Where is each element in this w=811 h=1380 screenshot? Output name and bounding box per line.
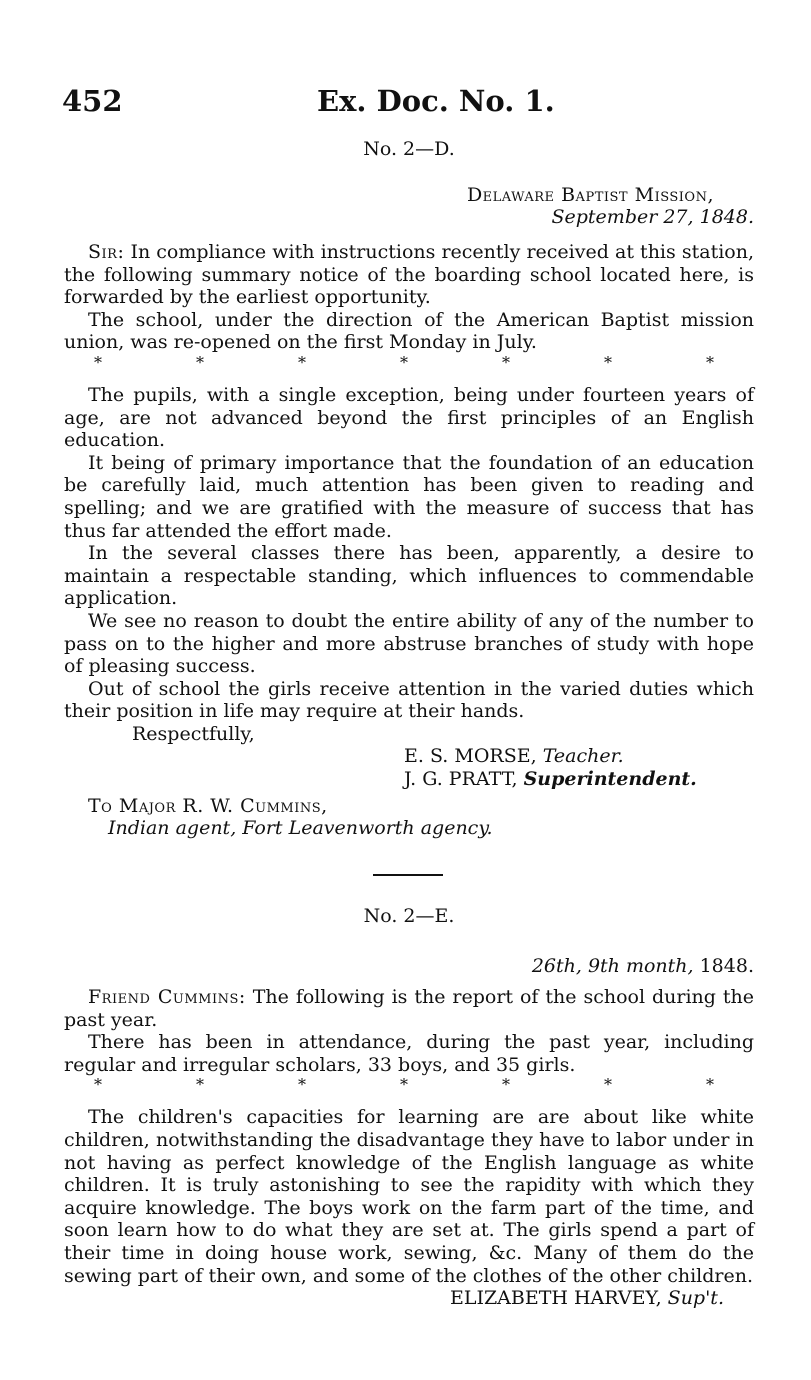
letter-date [64, 206, 754, 229]
page-number: 452 [62, 84, 123, 118]
addressee [64, 795, 754, 818]
addressee-role: Indian agent, Fort Leavenworth agency. [108, 817, 493, 840]
star: * [298, 1075, 306, 1095]
date-year: 1848. [699, 955, 754, 977]
signature [64, 1287, 754, 1310]
star: * [502, 352, 510, 372]
paragraph-6: We see no reason to doubt the entire ability of any of the number to pass on to the higher and more abstruse branches of study with hope of pleasing success. [64, 609, 754, 678]
addressee-text: To Major R. W. Cummins, [88, 794, 328, 817]
signature-1 [64, 745, 754, 768]
paragraph-7: Out of school the girls receive attention in the varied duties which their position in life may require at their hands. [64, 677, 754, 723]
letter-place [64, 184, 754, 207]
ellipsis-stars [64, 1076, 754, 1094]
star: * [604, 1075, 612, 1095]
signature-1-name: E. S. MORSE, [404, 745, 537, 768]
page-header [62, 84, 752, 124]
signature-2 [64, 768, 754, 791]
paragraph-2: The school, under the direction of the American Baptist mission union, was re-opened on the first Monday in July. [64, 308, 754, 354]
date-text: September 27, 1848. [551, 206, 754, 228]
star: * [298, 352, 306, 372]
paragraph-4: It being of primary importance that the foundation of an education be carefully laid, much attention has been given to reading and spelling; and we are gratified with the measure of success that has thus far attended the effort made. [64, 451, 754, 542]
salutation: Friend Cummins: [88, 986, 246, 1008]
signature-name: ELIZABETH HARVEY, [449, 1287, 662, 1310]
paragraph-2: There has been in attendance, during the past year, including regular and irregular scholars, 33 boys, and 35 girls. [64, 1031, 754, 1076]
closing: Respectfully, [132, 722, 255, 745]
letter2-body [64, 986, 754, 1310]
paragraph-1-text: The following is the report of the school during the past year. [64, 986, 754, 1031]
star: * [706, 1075, 714, 1095]
star: * [400, 352, 408, 372]
star: * [706, 352, 714, 372]
mission-name: Delaware Baptist Mission, [466, 184, 714, 206]
paragraph-5: In the several classes there has been, apparently, a desire to maintain a respectable standing, which influences to commendable application. [64, 542, 754, 610]
star: * [400, 1075, 408, 1095]
letter-number-2e: No. 2—E. [363, 905, 455, 927]
signature-1-title: Teacher. [542, 745, 624, 768]
star: * [604, 352, 612, 372]
star: * [196, 352, 204, 372]
signature-2-title: Superintendent. [523, 768, 697, 791]
signature-title: Sup't. [667, 1287, 724, 1310]
document-title: Ex. Doc. No. 1. [317, 84, 555, 118]
star: * [502, 1075, 510, 1095]
paragraph-3: The pupils, with a single exception, being under fourteen years of age, are not advanced beyond the first principles of an English education. [64, 383, 754, 452]
letter2-date [64, 955, 754, 978]
paragraph-1 [64, 241, 754, 309]
ellipsis-stars [64, 354, 754, 372]
star: * [94, 352, 102, 372]
date-prefix: 26th, 9th month, [531, 955, 694, 977]
signature-2-name: J. G. PRATT, [404, 768, 518, 791]
paragraph-3: The children's capacities for learning are are about like white children, notwithstanding the disadvantage they have to labor under in not having as perfect knowledge of the English language as white children. It is truly astonishing to see the rapidity with which they acquire knowledge. The boys work on the farm part of the time, and soon learn how to do what they are set at. The girls spend a part of their time in doing house work, sewing, &c. Many of them do the sewing part of their own, and some of the clothes of the other children. [64, 1106, 754, 1287]
letter1-body [64, 241, 754, 840]
paragraph-1-text: In compliance with instructions recently received at this station, the following summary notice of the boarding school located here, is forwarded by the earliest opportunity. [64, 241, 754, 309]
star: * [94, 1075, 102, 1095]
star: * [196, 1075, 204, 1095]
paragraph-1 [64, 986, 754, 1031]
letter-number-2d: No. 2—D. [363, 138, 455, 160]
salutation: Sir: [88, 241, 125, 263]
section-divider [373, 874, 443, 876]
